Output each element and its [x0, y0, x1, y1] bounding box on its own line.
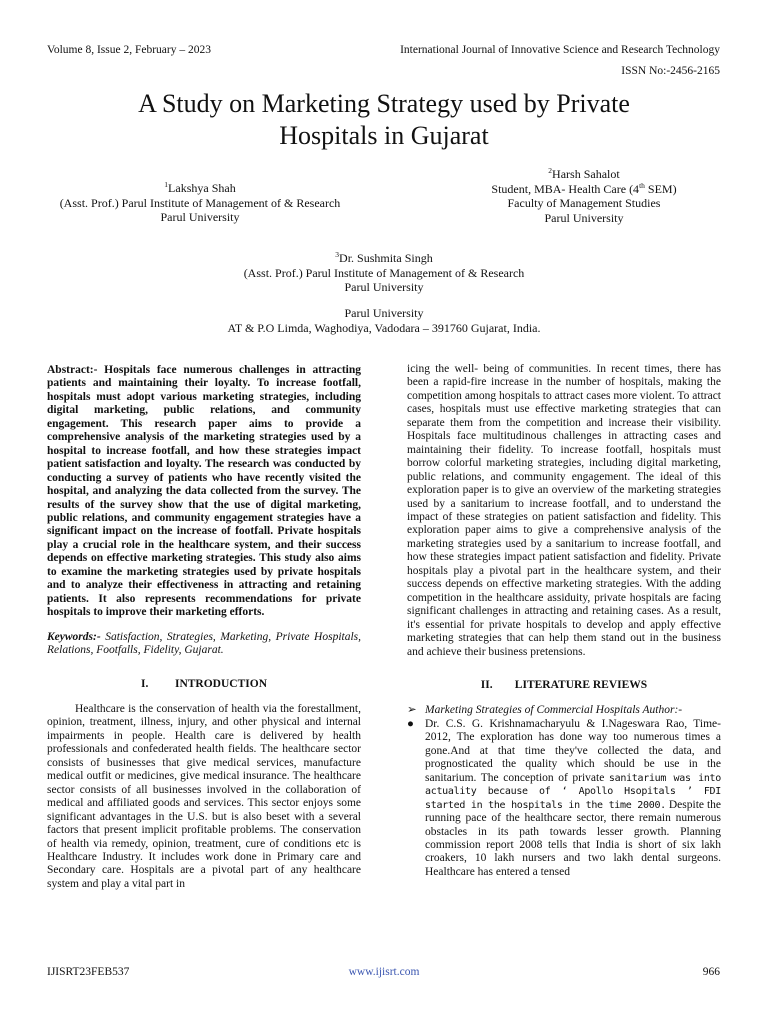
page-number: 966 — [702, 966, 720, 978]
author-2-position: Student, MBA- Health Care (4 — [491, 181, 640, 196]
author-2-faculty: Faculty of Management Studies — [507, 196, 661, 210]
list-item — [407, 704, 721, 717]
intro-paragraph — [47, 703, 361, 891]
bullet-text — [425, 718, 721, 879]
arrow-bullet-icon: ➢ — [407, 704, 417, 717]
title-line-2: Hospitals in Gujarat — [279, 121, 489, 150]
title-line-1: A Study on Marketing Strategy used by Private — [138, 89, 630, 118]
right-column — [407, 363, 721, 879]
section-number: II. — [480, 678, 493, 691]
keywords — [47, 631, 361, 658]
abstract: Abstract:- Hospitals face numerous challenges in attracting patients and maintaining their loyalty. To increase footfall, hospitals must adopt various marketing strategies, including digital marketing, public relations, and community engagement. This research paper aims to provide a comprehensive analysis of the marketing strategies used by a hospital to increase footfall, and how these strategies impact patient satisfaction and loyalty. The research was conducted by conducting a survey of patients who have recently visited the hospital, and analyzing the data collected from the survey. The results of the survey show that the use of digital marketing, public relations, and community engagement strategies have a significant impact on the increase of footfall. Private hospitals play a crucial role in the healthcare system, and their success depends on effective marketing strategies. This study also aims to examine the marketing strategies used by private hospitals and to analyze their effectiveness in attracting and retaining patients. It also represents recommendations for private hospitals to improve their marketing efforts. — [47, 364, 361, 619]
author-3-university: Parul University — [344, 280, 424, 294]
affiliation-address-line: AT & P.O Limda, Waghodiya, Vadodara – 391760 Gujarat, India. — [227, 320, 541, 335]
list-item — [407, 718, 721, 879]
section-number: I. — [140, 677, 149, 690]
intro-continued-paragraph: icing the well- being of communities. In recent times, there has been a rapid-fire increase in the number of hospitals, making the competition among hospitals to attract cases more violent. To attract cases, hospitals must use effective marketing strategies that can separate them from the competition and increase their visibility. Hospitals face multitudinous challenges in attracting cases and maintaining their fidelity. To increase footfall, hospitals must borrow colorful marketing strategies, including digital marketing, public relations, and community engagement. The ideal of this exploration paper is to give an overview of the marketing strategies used by a sanitarium to increase footfall, and to understand the impact of these strategies on patient satisfaction and fidelity. This exploration paper aims to give a comprehensive analysis of the marketing strategies used by a sanitarium to increase footfall, and how these strategies impact patient satisfaction and fidelity. Private hospitals play a pivotal part in the healthcare system, and their success depends on effective marketing strategies. With the adding competition in the healthcare assiduity, private hospitals are facing significant challenges in attracting and retaining cases. As a result, it's essential for private hospitals to develop and apply effective marketing strategies that can help them stand out in the business and achieve their business pretensions. — [407, 363, 721, 658]
section-heading-introduction — [47, 678, 361, 691]
author-2 — [400, 167, 768, 225]
affiliation-university: Parul University — [344, 306, 424, 320]
paper-title — [40, 88, 728, 152]
lit-text-mono: sanitarium was into actuality because of ‘ Apollo Hsopitals ’ FDI started in the hospitals in the time 2000. — [425, 772, 721, 811]
running-header-journal: International Journal of Innovative Science and Research Technology — [400, 44, 720, 56]
bullet-text: Marketing Strategies of Commercial Hospitals Author:- — [425, 704, 683, 717]
footer-website-link[interactable]: www.ijisrt.com — [348, 966, 420, 978]
author-2-ordinal: th — [639, 180, 645, 190]
author-3-sup: 3 — [335, 250, 340, 259]
author-1-university: Parul University — [160, 210, 240, 224]
lit-text-a: Dr. C.S. G. Krishnamacharyulu & I.Nageswara Rao, Time- 2012, The exploration has done way too numerous times a gone.And at that time they've collected the data, and prognosticated the quality which should be use in the sanitarium. The conception of private — [425, 717, 721, 784]
author-2-name: Harsh Sahalot — [552, 167, 620, 181]
keywords-label: Keywords:- — [47, 630, 101, 643]
section-heading-literature — [407, 679, 721, 692]
footer-paper-id: IJISRT23FEB537 — [47, 966, 130, 978]
author-2-sem: SEM) — [644, 181, 677, 196]
lit-text-b: Despite the running pace of the healthcare sector, there remain numerous obstacles in its path towards lesser growth. Planning commission report 2008 tells that India is short of six lakh croakers, 10 lakh nursers and two lakh dental surgeons. Healthcare has entered a tensed — [425, 798, 722, 878]
author-2-university: Parul University — [544, 210, 624, 225]
author-1-name: Lakshya Shah — [168, 181, 236, 195]
section-title: LITERATURE REVIEWS — [514, 678, 648, 691]
affiliation-address — [134, 306, 634, 335]
running-header-volume: Volume 8, Issue 2, February – 2023 — [47, 44, 211, 56]
issn: ISSN No:-2456-2165 — [621, 65, 720, 77]
author-1 — [20, 181, 380, 225]
intro-sentence-1: Healthcare is the conservation of health via the forestallment, opinion, treatment, illness, injury, and other physical and internal impairments in people. — [47, 702, 361, 742]
dot-bullet-icon: ● — [407, 717, 414, 730]
author-1-position: (Asst. Prof.) Parul Institute of Management of & Research — [59, 195, 341, 210]
author-3 — [134, 251, 634, 295]
author-2-sup: 2 — [548, 166, 553, 175]
author-3-name: Dr. Sushmita Singh — [339, 251, 433, 265]
author-3-position: (Asst. Prof.) Parul Institute of Management of & Research — [243, 265, 525, 280]
section-title: INTRODUCTION — [174, 677, 267, 690]
keywords-text: Satisfaction, Strategies, Marketing, Private Hospitals, Relations, Footfalls, Fidelity, Gujarat. — [47, 630, 361, 657]
author-1-sup: 1 — [164, 180, 169, 189]
left-column — [47, 364, 361, 891]
intro-sentence-rest: Health care is delivered by health professionals and confederated health fields. The healthcare sector consists of businesses that give medical services, manufacture medical outfit or medicines, give medical insurance. The healthcare sector consists of all businesses involved in the collaboration of medical and affiliated goods and services. This sector enjoys some significant advantages in the U.S. but is also beset with a several factors that present implicit profitable problems. The conservation of health via remedy, opinion, treatment, cure of conditions etc is Healthcare Industry. It includes work done in Primary care and Secondary care. Hospitals are a pivotal part of any healthcare system and play a vital part in — [47, 729, 362, 890]
